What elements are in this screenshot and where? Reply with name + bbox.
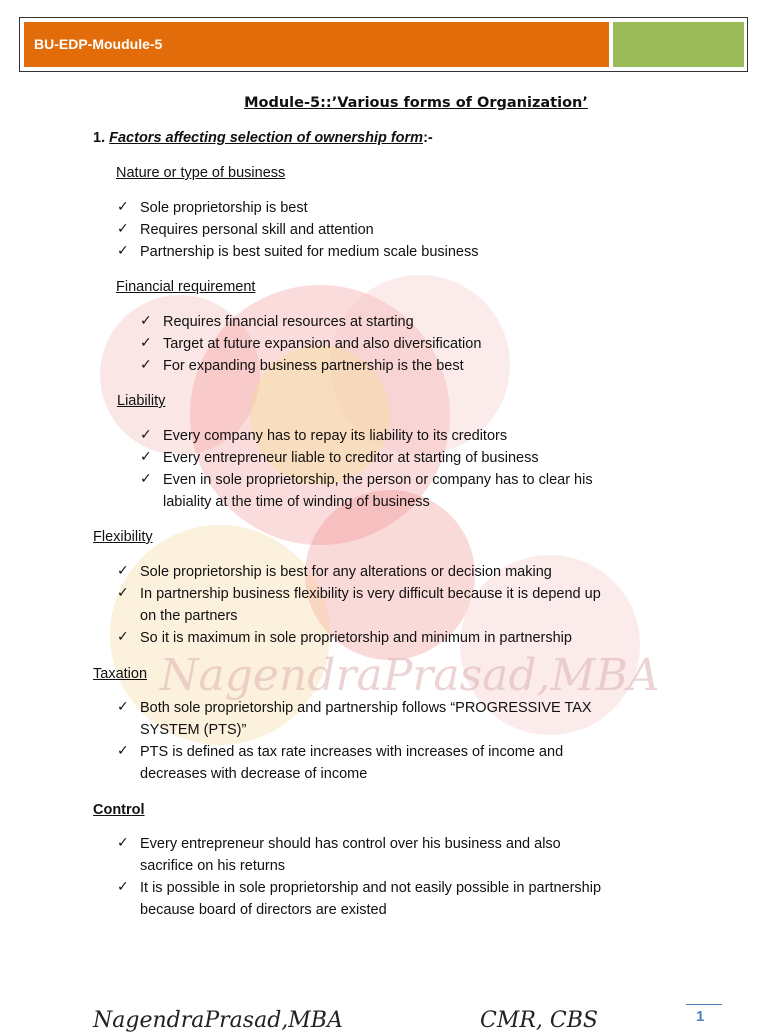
- check-icon: ✓: [117, 243, 129, 259]
- list-item: Even in sole proprietorship, the person or company has to clear his: [163, 472, 593, 488]
- list-item: Every company has to repay its liability to its creditors: [163, 428, 508, 444]
- footer-author: NagendraPrasad,MBA: [93, 1008, 343, 1033]
- check-icon: ✓: [140, 471, 152, 487]
- check-icon: ✓: [117, 629, 129, 645]
- list-item-continuation: because board of directors are existed: [140, 902, 387, 918]
- watermark-text: NagendraPrasad,MBA: [160, 650, 660, 701]
- check-icon: ✓: [117, 563, 129, 579]
- section-1-heading: [93, 128, 433, 148]
- list-item: So it is maximum in sole proprietorship and minimum in partnership: [140, 630, 572, 646]
- list-item: Every entrepreneur liable to creditor at starting of business: [163, 450, 539, 466]
- heading-control: Control: [93, 802, 145, 818]
- list-item: Requires personal skill and attention: [140, 222, 374, 238]
- check-icon: ✓: [140, 357, 152, 373]
- list-item: Sole proprietorship is best: [140, 200, 308, 216]
- list-item: Sole proprietorship is best for any alterations or decision making: [140, 564, 552, 580]
- list-item: Requires financial resources at starting: [163, 314, 414, 330]
- check-icon: ✓: [117, 743, 129, 759]
- list-item-continuation: SYSTEM (PTS)”: [140, 722, 247, 738]
- check-icon: ✓: [117, 835, 129, 851]
- check-icon: ✓: [140, 427, 152, 443]
- check-icon: ✓: [140, 313, 152, 329]
- check-icon: ✓: [117, 199, 129, 215]
- list-item: For expanding business partnership is the best: [163, 358, 464, 374]
- list-item-continuation: on the partners: [140, 608, 238, 624]
- header-title: BU-EDP-Moudule-5: [24, 22, 609, 67]
- list-item: Every entrepreneur should has control over his business and also: [140, 836, 561, 852]
- list-item: Both sole proprietorship and partnership follows “PROGRESSIVE TAX: [140, 700, 592, 716]
- check-icon: ✓: [117, 585, 129, 601]
- list-item: PTS is defined as tax rate increases with increases of income and: [140, 744, 564, 760]
- check-icon: ✓: [117, 699, 129, 715]
- heading-financial: Financial requirement: [116, 279, 256, 295]
- heading-taxation: Taxation: [93, 666, 148, 682]
- list-item: In partnership business flexibility is very difficult because it is depend up: [140, 586, 601, 602]
- list-item-continuation: sacrifice on his returns: [140, 858, 286, 874]
- check-icon: ✓: [140, 449, 152, 465]
- section-title: Factors affecting selection of ownership form: [109, 130, 424, 146]
- page-number: 1: [696, 1008, 705, 1025]
- section-number: 1.: [93, 130, 106, 146]
- heading-nature: Nature or type of business: [116, 165, 286, 181]
- page-number-rule: [686, 1004, 722, 1005]
- footer-institution: CMR, CBS: [480, 1008, 598, 1033]
- list-item: Partnership is best suited for medium scale business: [140, 244, 479, 260]
- check-icon: ✓: [117, 221, 129, 237]
- list-item: It is possible in sole proprietorship and not easily possible in partnership: [140, 880, 602, 896]
- check-icon: ✓: [117, 879, 129, 895]
- list-item: Target at future expansion and also diversification: [163, 336, 482, 352]
- list-item-continuation: labiality at the time of winding of business: [163, 494, 430, 510]
- heading-liability: Liability: [117, 393, 166, 409]
- page-title: Module-5::’Various forms of Organization’: [244, 95, 588, 111]
- section-suffix: :-: [423, 130, 433, 146]
- list-item-continuation: decreases with decrease of income: [140, 766, 368, 782]
- check-icon: ✓: [140, 335, 152, 351]
- heading-flexibility: Flexibility: [93, 529, 153, 545]
